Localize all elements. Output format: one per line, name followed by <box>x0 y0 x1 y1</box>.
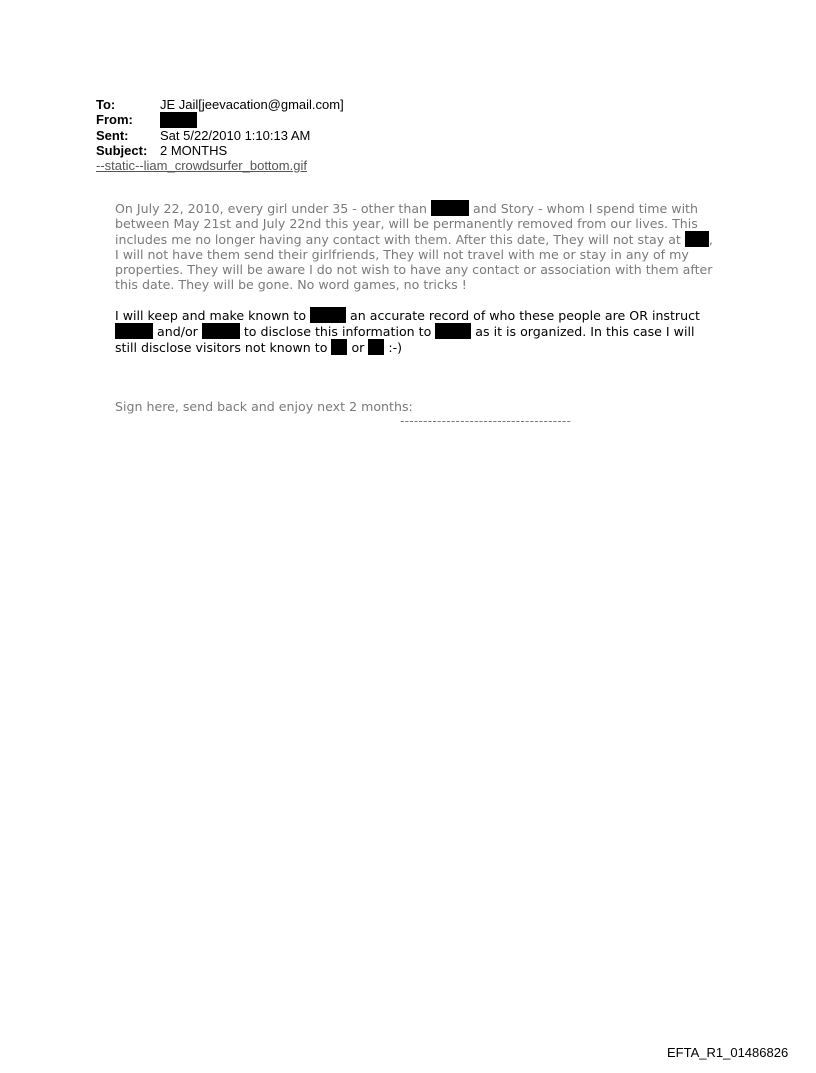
attachment-link[interactable]: --static--liam_crowdsurfer_bottom.gif <box>96 158 307 173</box>
p2-text-3: and/or <box>153 324 202 339</box>
to-label: To: <box>96 97 116 112</box>
redaction-box <box>435 323 471 339</box>
p2-text-6: or <box>347 340 369 355</box>
sent-label: Sent: <box>96 128 129 143</box>
from-row <box>96 112 344 128</box>
p1-text-1: On July 22, 2010, every girl under 35 - other than <box>115 201 432 216</box>
subject-value: 2 MONTHS <box>160 143 228 158</box>
p2-text-4: to disclose this information to <box>239 324 436 339</box>
p2-text-1: I will keep and make known to <box>115 308 311 323</box>
email-header <box>96 97 344 173</box>
from-redaction <box>160 112 197 128</box>
p2-text-5: as it is organized. In this case I will still disclose visitors not known to <box>115 324 695 355</box>
from-label: From: <box>96 112 133 127</box>
signature-dashes: ------------------------------------- <box>400 414 572 428</box>
paragraph-1 <box>115 200 715 292</box>
subject-label: Subject: <box>96 143 148 158</box>
sent-value: Sat 5/22/2010 1:10:13 AM <box>160 128 311 143</box>
sent-row <box>96 128 344 143</box>
document-id: EFTA_R1_01486826 <box>667 1045 789 1060</box>
redaction-box <box>685 231 709 247</box>
to-value: JE Jail[jeevacation@gmail.com] <box>160 97 344 112</box>
subject-row <box>96 143 344 158</box>
to-row <box>96 97 344 112</box>
sign-line: Sign here, send back and enjoy next 2 months: <box>115 399 413 414</box>
p1-text-2: and Story - whom I spend time with between May 21st and July 22nd this year, will be permanently removed from our lives. This includes me no longer having any contact with them. After this date, They will not stay at <box>115 201 698 247</box>
p2-text-7: :-) <box>384 340 403 355</box>
redaction-box <box>310 307 346 323</box>
paragraph-2 <box>115 307 715 355</box>
p1-text-3: , I will not have them send their girlfriends, They will not travel with me or stay in any of my properties. They will be aware I do not wish to have any contact or association with them after this date. They will be gone. No word games, no tricks ! <box>115 232 713 292</box>
redaction-box <box>331 339 347 355</box>
p2-text-2: an accurate record of who these people are OR instruct <box>346 308 700 323</box>
redaction-box <box>431 200 469 216</box>
redaction-box <box>202 323 240 339</box>
redaction-box <box>368 339 384 355</box>
redaction-box <box>115 323 153 339</box>
